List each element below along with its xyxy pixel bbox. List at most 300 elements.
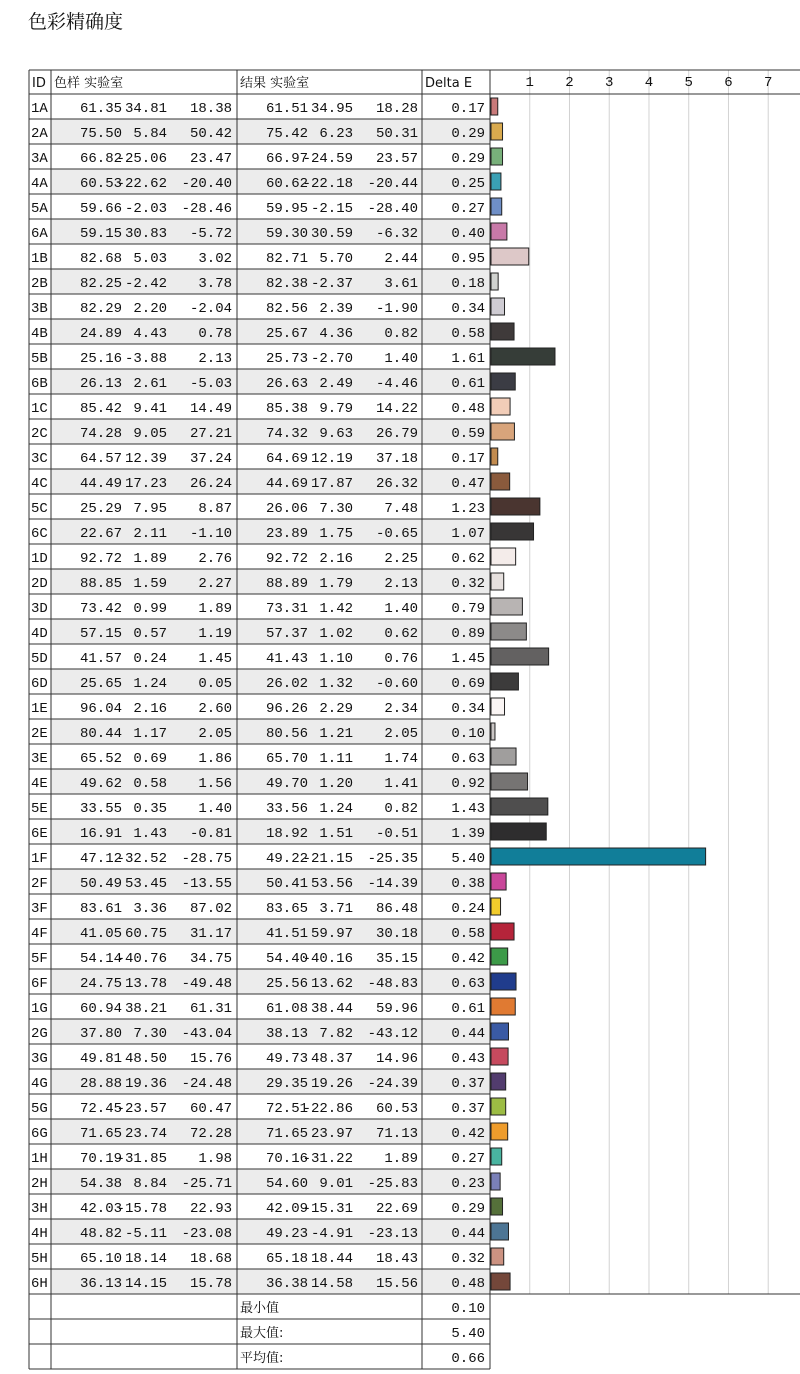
sample-lab-value: 18.14 (124, 1251, 167, 1267)
result-lab-value: -48.83 (367, 976, 418, 992)
sample-lab-value: 14.49 (189, 401, 232, 417)
row-id: 3A (31, 151, 48, 167)
sample-lab-value: -24.48 (181, 1076, 232, 1092)
result-lab-value: 23.89 (265, 526, 308, 542)
result-lab-value: 1.42 (319, 601, 353, 617)
sample-lab-value: 18.38 (189, 101, 232, 117)
delta-e-value: 0.17 (451, 101, 485, 117)
result-lab-value: 50.41 (265, 876, 308, 892)
row-id: 1D (31, 551, 48, 567)
result-lab-value: 71.13 (375, 1126, 418, 1142)
sample-lab-value: 1.89 (133, 551, 167, 567)
row-id: 4C (31, 476, 48, 492)
result-lab-value: 1.79 (319, 576, 353, 592)
sample-lab-value: 22.93 (189, 1201, 232, 1217)
delta-e-value: 0.63 (451, 751, 485, 767)
result-lab-value: 82.38 (265, 276, 308, 292)
sample-lab-value: 2.76 (198, 551, 232, 567)
result-lab-value: 30.59 (310, 226, 353, 242)
sample-lab-value: -49.48 (181, 976, 232, 992)
delta-e-value: 0.37 (451, 1076, 485, 1092)
row-id: 6F (31, 976, 48, 992)
delta-e-value: 0.18 (451, 276, 485, 292)
result-lab-value: 48.37 (310, 1051, 353, 1067)
delta-e-bar (491, 1198, 503, 1215)
delta-e-value: 0.43 (451, 1051, 485, 1067)
delta-e-value: 0.32 (451, 1251, 485, 1267)
delta-e-value: 0.48 (451, 401, 485, 417)
result-lab-value: 65.70 (265, 751, 308, 767)
delta-e-value: 0.37 (451, 1101, 485, 1117)
delta-e-value: 1.23 (451, 501, 485, 517)
sample-lab-value: 2.60 (198, 701, 232, 717)
delta-e-value: 0.48 (451, 1276, 485, 1292)
row-id: 2H (31, 1176, 48, 1192)
sample-lab-value: -20.40 (181, 176, 232, 192)
delta-e-bar (491, 1098, 506, 1115)
row-id: 5F (31, 951, 48, 967)
delta-e-bar (491, 348, 555, 365)
result-lab-value: 64.69 (265, 451, 308, 467)
delta-e-bar (491, 1123, 508, 1140)
result-lab-value: 30.18 (375, 926, 418, 942)
sample-lab-value: 1.98 (198, 1151, 232, 1167)
delta-e-value: 0.89 (451, 626, 485, 642)
sample-lab-value: 88.85 (79, 576, 122, 592)
sample-lab-value: 60.94 (79, 1001, 122, 1017)
row-id: 5D (31, 651, 48, 667)
delta-e-value: 0.17 (451, 451, 485, 467)
sample-lab-value: 85.42 (79, 401, 122, 417)
row-id: 4H (31, 1226, 48, 1242)
row-id: 2E (31, 726, 48, 742)
bar-axis-tick-label: 4 (644, 75, 654, 91)
delta-e-bar (491, 248, 529, 265)
result-lab-value: 22.69 (375, 1201, 418, 1217)
row-id: 6D (31, 676, 48, 692)
result-lab-value: 1.02 (319, 626, 353, 642)
delta-e-value: 0.23 (451, 1176, 485, 1192)
sample-lab-value: -2.04 (189, 301, 232, 317)
sample-lab-value: -28.75 (181, 851, 232, 867)
delta-e-value: 0.29 (451, 1201, 485, 1217)
row-id: 4B (31, 326, 48, 342)
result-lab-value: 26.06 (265, 501, 308, 517)
delta-e-bar (491, 1073, 506, 1090)
row-id: 3C (31, 451, 48, 467)
delta-e-bar (491, 973, 516, 990)
delta-e-value: 0.42 (451, 1126, 485, 1142)
result-lab-value: 2.25 (384, 551, 418, 567)
delta-e-bar (491, 123, 503, 140)
result-lab-value: -15.31 (302, 1201, 353, 1217)
row-id: 5A (31, 201, 48, 217)
result-lab-value: 80.56 (265, 726, 308, 742)
delta-e-value: 1.39 (451, 826, 485, 842)
result-lab-value: 88.89 (265, 576, 308, 592)
result-lab-value: 1.40 (384, 601, 418, 617)
sample-lab-value: 49.81 (79, 1051, 122, 1067)
sample-lab-value: 49.62 (79, 776, 122, 792)
sample-lab-value: 25.16 (79, 351, 122, 367)
sample-lab-value: 19.36 (124, 1076, 167, 1092)
result-lab-value: 54.60 (265, 1176, 308, 1192)
sample-lab-value: -2.42 (124, 276, 167, 292)
sample-lab-value: 8.87 (198, 501, 232, 517)
sample-lab-value: 59.15 (79, 226, 122, 242)
sample-lab-value: 34.81 (124, 101, 167, 117)
delta-e-value: 0.27 (451, 201, 485, 217)
sample-lab-value: 15.76 (189, 1051, 232, 1067)
result-lab-value: 26.32 (375, 476, 418, 492)
delta-e-bar (491, 148, 503, 165)
delta-e-bar (491, 1173, 500, 1190)
sample-lab-value: 22.67 (79, 526, 122, 542)
row-id: 6E (31, 826, 48, 842)
result-lab-value: 75.42 (265, 126, 308, 142)
result-lab-value: 49.73 (265, 1051, 308, 1067)
row-id: 2G (31, 1026, 48, 1042)
sample-lab-value: 61.35 (79, 101, 122, 117)
result-lab-value: -43.12 (367, 1026, 418, 1042)
delta-e-bar (491, 823, 546, 840)
bar-axis-tick-label: 2 (565, 75, 574, 91)
delta-e-bar (491, 398, 510, 415)
sample-lab-value: 80.44 (79, 726, 122, 742)
result-lab-value: -28.40 (367, 201, 418, 217)
sample-lab-value: 61.31 (189, 1001, 232, 1017)
sample-lab-value: 4.43 (133, 326, 167, 342)
delta-e-bar (491, 723, 495, 740)
result-lab-value: -24.59 (302, 151, 353, 167)
result-lab-value: 41.43 (265, 651, 308, 667)
result-lab-value: 82.71 (265, 251, 308, 267)
result-lab-value: 18.44 (310, 1251, 353, 1267)
row-id: 1F (31, 851, 48, 867)
summary-value: 0.66 (451, 1351, 485, 1367)
result-lab-value: 35.15 (375, 951, 418, 967)
sample-lab-value: 87.02 (189, 901, 232, 917)
row-id: 3F (31, 901, 48, 917)
row-id: 6C (31, 526, 48, 542)
result-lab-value: 1.21 (319, 726, 353, 742)
sample-lab-value: 47.12 (79, 851, 122, 867)
delta-e-value: 0.63 (451, 976, 485, 992)
sample-lab-value: 48.50 (124, 1051, 167, 1067)
result-lab-value: 9.63 (319, 426, 353, 442)
result-lab-value: 49.22 (265, 851, 308, 867)
delta-e-bar (491, 648, 549, 665)
sample-lab-value: 37.80 (79, 1026, 122, 1042)
sample-lab-value: 24.89 (79, 326, 122, 342)
result-lab-value: 25.56 (265, 976, 308, 992)
sample-lab-value: 73.42 (79, 601, 122, 617)
delta-e-bar (491, 323, 514, 340)
result-lab-value: 14.22 (375, 401, 418, 417)
sample-lab-value: 14.15 (124, 1276, 167, 1292)
result-lab-value: 59.96 (375, 1001, 418, 1017)
row-id: 6A (31, 226, 48, 242)
result-lab-value: 17.87 (310, 476, 353, 492)
result-lab-value: -31.22 (302, 1151, 353, 1167)
result-lab-value: 65.18 (265, 1251, 308, 1267)
sample-lab-value: 66.82 (79, 151, 122, 167)
result-lab-value: 1.89 (384, 1151, 418, 1167)
sample-lab-value: 16.91 (79, 826, 122, 842)
row-id: 4F (31, 926, 48, 942)
sample-lab-value: 5.84 (133, 126, 167, 142)
delta-e-value: 0.47 (451, 476, 485, 492)
bar-axis-tick-label: 5 (684, 75, 693, 91)
result-lab-value: -22.18 (302, 176, 353, 192)
result-lab-value: 2.13 (384, 576, 418, 592)
sample-lab-value: 1.59 (133, 576, 167, 592)
result-lab-value: 1.51 (319, 826, 353, 842)
delta-e-bar (491, 1223, 508, 1240)
result-lab-value: 26.63 (265, 376, 308, 392)
result-lab-value: 7.48 (384, 501, 418, 517)
sample-lab-value: -23.08 (181, 1226, 232, 1242)
delta-e-bar (491, 523, 534, 540)
sample-lab-value: 38.21 (124, 1001, 167, 1017)
result-lab-value: 38.13 (265, 1026, 308, 1042)
result-lab-value: 2.44 (384, 251, 418, 267)
result-lab-value: 2.16 (319, 551, 353, 567)
sample-lab-value: 1.45 (198, 651, 232, 667)
delta-e-value: 0.32 (451, 576, 485, 592)
sample-lab-value: 2.27 (198, 576, 232, 592)
sample-lab-value: 9.05 (133, 426, 167, 442)
delta-e-bar (491, 898, 501, 915)
sample-lab-value: 71.65 (79, 1126, 122, 1142)
result-lab-value: 66.97 (265, 151, 308, 167)
result-lab-value: 3.71 (319, 901, 353, 917)
delta-e-bar (491, 423, 514, 440)
delta-e-bar (491, 598, 522, 615)
result-lab-value: 42.09 (265, 1201, 308, 1217)
sample-lab-value: -25.06 (116, 151, 167, 167)
result-lab-value: 54.40 (265, 951, 308, 967)
sample-lab-value: 50.42 (189, 126, 232, 142)
result-lab-value: -2.70 (310, 351, 353, 367)
delta-e-bar (491, 498, 540, 515)
row-id: 5E (31, 801, 48, 817)
result-lab-value: 2.49 (319, 376, 353, 392)
sample-lab-value: 41.05 (79, 926, 122, 942)
result-lab-value: 4.36 (319, 326, 353, 342)
result-lab-value: 2.39 (319, 301, 353, 317)
delta-e-bar (491, 448, 498, 465)
delta-e-value: 0.61 (451, 1001, 485, 1017)
sample-lab-value: 53.45 (124, 876, 167, 892)
column-header-result: 结果 实验室 (240, 76, 310, 91)
result-lab-value: 1.74 (384, 751, 418, 767)
sample-lab-value: 1.19 (198, 626, 232, 642)
row-id: 3H (31, 1201, 48, 1217)
sample-lab-value: 9.41 (133, 401, 167, 417)
delta-e-value: 0.29 (451, 151, 485, 167)
result-lab-value: -2.15 (310, 201, 353, 217)
row-id: 4A (31, 176, 48, 192)
row-id: 2C (31, 426, 48, 442)
sample-lab-value: 7.30 (133, 1026, 167, 1042)
delta-e-value: 1.45 (451, 651, 485, 667)
delta-e-bar (491, 198, 502, 215)
sample-lab-value: 8.84 (133, 1176, 167, 1192)
sample-lab-value: 27.21 (189, 426, 232, 442)
sample-lab-value: 72.45 (79, 1101, 122, 1117)
result-lab-value: 59.97 (310, 926, 353, 942)
sample-lab-value: 2.16 (133, 701, 167, 717)
sample-lab-value: 1.43 (133, 826, 167, 842)
delta-e-value: 0.42 (451, 951, 485, 967)
result-lab-value: -25.83 (367, 1176, 418, 1192)
result-lab-value: 2.34 (384, 701, 418, 717)
sample-lab-value: 2.05 (198, 726, 232, 742)
result-lab-value: 59.30 (265, 226, 308, 242)
delta-e-bar (491, 223, 507, 240)
delta-e-value: 0.34 (451, 701, 485, 717)
sample-lab-value: -23.57 (116, 1101, 167, 1117)
summary-label: 平均值: (240, 1351, 284, 1366)
result-lab-value: 25.67 (265, 326, 308, 342)
sample-lab-value: 57.15 (79, 626, 122, 642)
row-id: 6G (31, 1126, 48, 1142)
delta-e-value: 0.29 (451, 126, 485, 142)
row-id: 4D (31, 626, 48, 642)
result-lab-value: 72.51 (265, 1101, 308, 1117)
sample-lab-value: 13.78 (124, 976, 167, 992)
result-lab-value: 74.32 (265, 426, 308, 442)
sample-lab-value: 96.04 (79, 701, 122, 717)
result-lab-value: 14.58 (310, 1276, 353, 1292)
sample-lab-value: 23.74 (124, 1126, 167, 1142)
sample-lab-value: 64.57 (79, 451, 122, 467)
sample-lab-value: 44.49 (79, 476, 122, 492)
delta-e-bar (491, 1023, 508, 1040)
result-lab-value: 18.43 (375, 1251, 418, 1267)
sample-lab-value: 1.89 (198, 601, 232, 617)
row-id: 2B (31, 276, 48, 292)
result-lab-value: 50.31 (375, 126, 418, 142)
row-id: 2D (31, 576, 48, 592)
result-lab-value: -25.35 (367, 851, 418, 867)
result-lab-value: -22.86 (302, 1101, 353, 1117)
result-lab-value: 26.79 (375, 426, 418, 442)
row-id: 2A (31, 126, 48, 142)
delta-e-value: 1.43 (451, 801, 485, 817)
result-lab-value: 1.32 (319, 676, 353, 692)
sample-lab-value: 12.39 (124, 451, 167, 467)
result-lab-value: 1.75 (319, 526, 353, 542)
column-header-sample: 色样 实验室 (54, 76, 124, 91)
row-id: 1G (31, 1001, 48, 1017)
result-lab-value: 1.40 (384, 351, 418, 367)
sample-lab-value: 92.72 (79, 551, 122, 567)
result-lab-value: 0.82 (384, 326, 418, 342)
sample-lab-value: 25.65 (79, 676, 122, 692)
result-lab-value: -24.39 (367, 1076, 418, 1092)
result-lab-value: 60.62 (265, 176, 308, 192)
sample-lab-value: 48.82 (79, 1226, 122, 1242)
sample-lab-value: 59.66 (79, 201, 122, 217)
row-id: 3G (31, 1051, 48, 1067)
delta-e-bar (491, 173, 501, 190)
result-lab-value: 57.37 (265, 626, 308, 642)
summary-label: 最小值 (240, 1301, 280, 1316)
result-lab-value: 26.02 (265, 676, 308, 692)
result-lab-value: 44.69 (265, 476, 308, 492)
sample-lab-value: -15.78 (116, 1201, 167, 1217)
result-lab-value: 85.38 (265, 401, 308, 417)
delta-e-value: 0.69 (451, 676, 485, 692)
sample-lab-value: 75.50 (79, 126, 122, 142)
row-id: 3B (31, 301, 48, 317)
delta-e-bar (491, 298, 505, 315)
delta-e-value: 5.40 (451, 851, 485, 867)
result-lab-value: 5.70 (319, 251, 353, 267)
result-lab-value: 92.72 (265, 551, 308, 567)
result-lab-value: 2.29 (319, 701, 353, 717)
sample-lab-value: 17.23 (124, 476, 167, 492)
result-lab-value: -6.32 (375, 226, 418, 242)
result-lab-value: 61.51 (265, 101, 308, 117)
sample-lab-value: 31.17 (189, 926, 232, 942)
sample-lab-value: 3.02 (198, 251, 232, 267)
sample-lab-value: 23.47 (189, 151, 232, 167)
sample-lab-value: 2.11 (133, 526, 167, 542)
result-lab-value: 59.95 (265, 201, 308, 217)
result-lab-value: -0.60 (375, 676, 418, 692)
delta-e-value: 0.34 (451, 301, 485, 317)
result-lab-value: 9.79 (319, 401, 353, 417)
sample-lab-value: 0.05 (198, 676, 232, 692)
result-lab-value: 0.76 (384, 651, 418, 667)
sample-lab-value: 41.57 (79, 651, 122, 667)
sample-lab-value: -22.62 (116, 176, 167, 192)
sample-lab-value: 82.25 (79, 276, 122, 292)
sample-lab-value: 0.78 (198, 326, 232, 342)
result-lab-value: 86.48 (375, 901, 418, 917)
sample-lab-value: -5.11 (124, 1226, 167, 1242)
result-lab-value: -23.13 (367, 1226, 418, 1242)
delta-e-value: 0.92 (451, 776, 485, 792)
bar-axis-tick-label: 7 (764, 75, 773, 91)
delta-e-bar (491, 923, 514, 940)
sample-lab-value: 1.86 (198, 751, 232, 767)
row-id: 6B (31, 376, 48, 392)
sample-lab-value: 0.58 (133, 776, 167, 792)
sample-lab-value: 36.13 (79, 1276, 122, 1292)
result-lab-value: 49.70 (265, 776, 308, 792)
delta-e-bar (491, 798, 548, 815)
delta-e-bar (491, 548, 516, 565)
delta-e-bar (491, 373, 515, 390)
delta-e-bar (491, 573, 504, 590)
result-lab-value: 96.26 (265, 701, 308, 717)
delta-e-value: 0.95 (451, 251, 485, 267)
sample-lab-value: -13.55 (181, 876, 232, 892)
sample-lab-value: 0.24 (133, 651, 167, 667)
result-lab-value: 25.73 (265, 351, 308, 367)
result-lab-value: 18.92 (265, 826, 308, 842)
row-id: 5G (31, 1101, 48, 1117)
delta-e-bar (491, 873, 506, 890)
result-lab-value: 18.28 (375, 101, 418, 117)
result-lab-value: 23.97 (310, 1126, 353, 1142)
sample-lab-value: 18.68 (189, 1251, 232, 1267)
result-lab-value: -1.90 (375, 301, 418, 317)
